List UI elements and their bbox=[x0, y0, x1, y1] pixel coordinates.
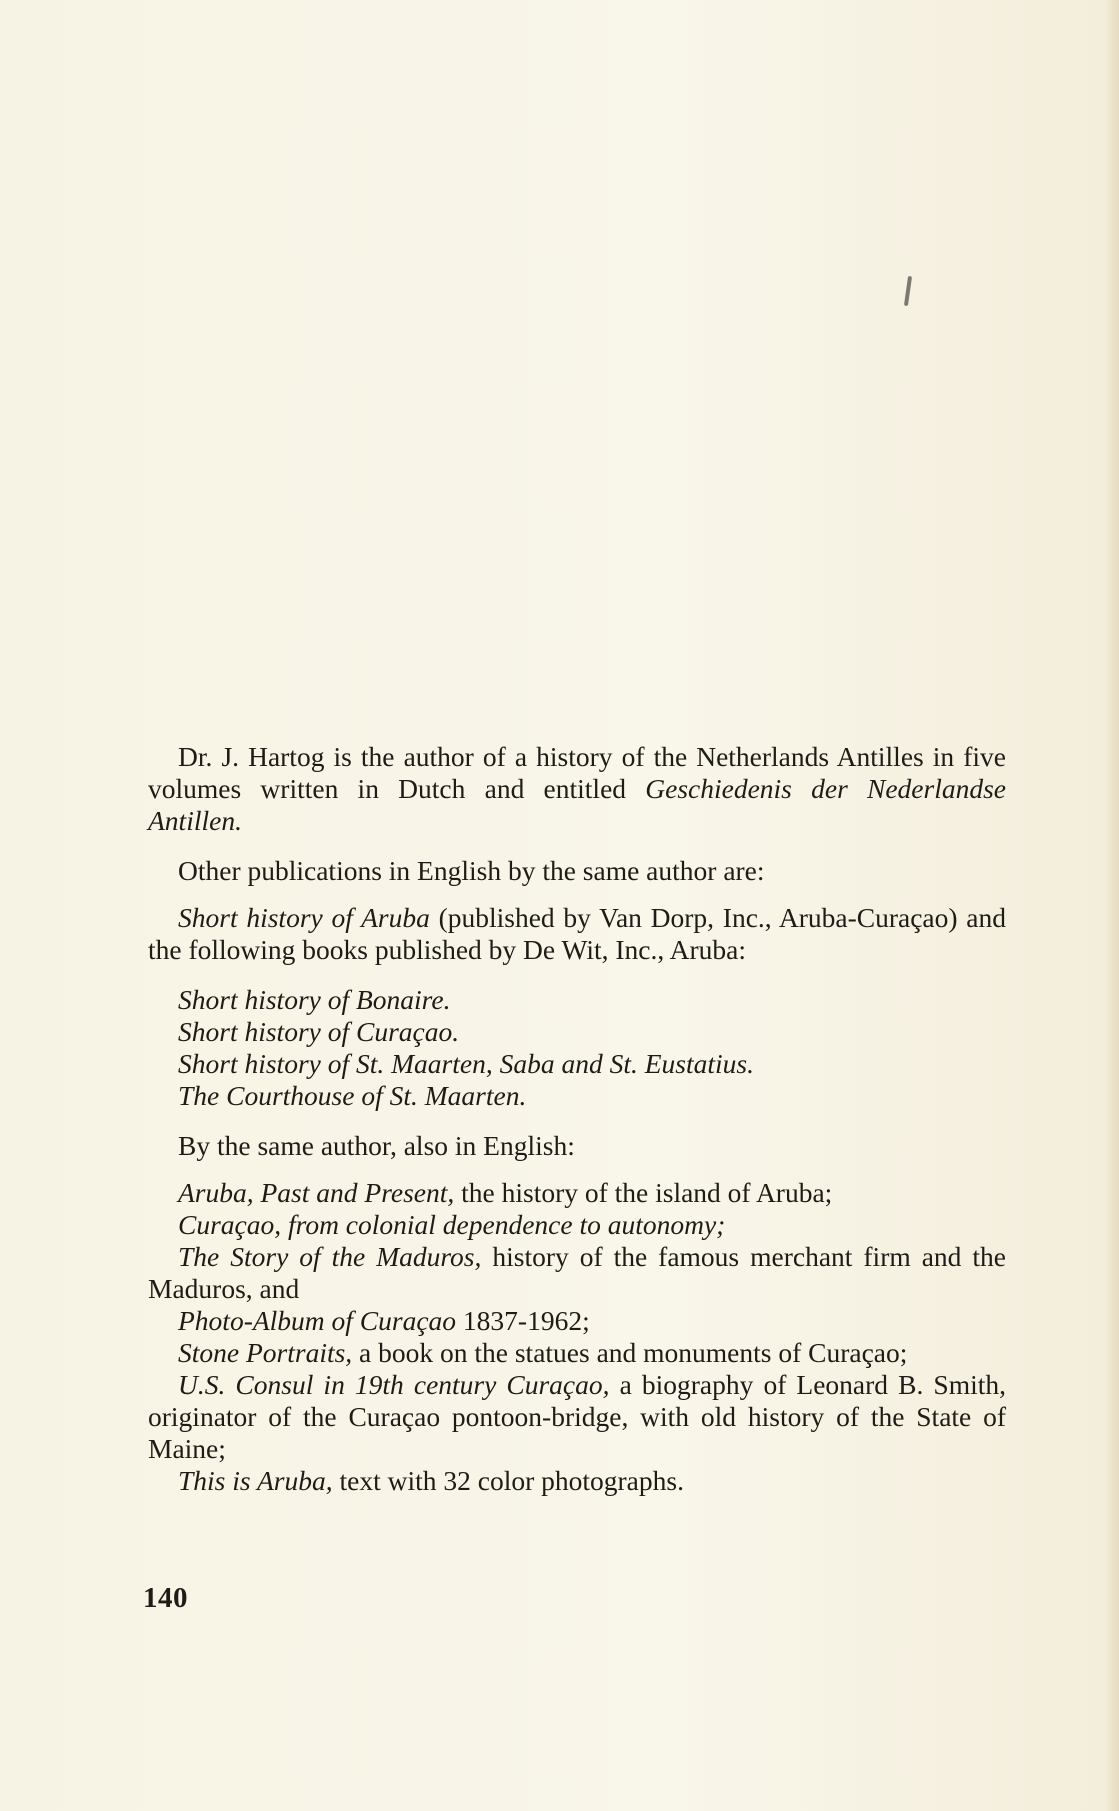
pencil-mark bbox=[904, 276, 912, 306]
list-item: Stone Portraits, a book on the statues and monuments of Curaçao; bbox=[178, 1337, 908, 1368]
list-item: Aruba, Past and Present, the history of the island of Aruba; bbox=[178, 1177, 833, 1208]
intro-english-publications: Other publications in English by the same author are: bbox=[178, 855, 765, 886]
list-item: U.S. Consul in 19th century Curaçao, a biography of Leonard B. Smith, originator of the Curaçao pontoon-bridge, with old history of the State of Maine; bbox=[148, 1369, 1006, 1464]
page-number: 140 bbox=[143, 1582, 188, 1614]
paragraph-text: Dr. J. Hartog is the author of a history of the Netherlands Antilles in five volumes written in Dutch and entitled bbox=[148, 741, 1006, 804]
list-item: This is Aruba, text with 32 color photographs. bbox=[178, 1465, 684, 1496]
book-title: Short history of Aruba bbox=[178, 902, 430, 933]
list-item: Short history of St. Maarten, Saba and St. Eustatius. bbox=[178, 1048, 754, 1079]
dewit-books-list bbox=[148, 984, 1006, 1112]
list-item: Curaçao, from colonial dependence to autonomy; bbox=[178, 1209, 726, 1240]
entry-text: (published by Van Dorp, Inc., Aruba-Curaçao) and the following books published by De Wit, Inc., Aruba: bbox=[148, 902, 1006, 965]
book-title: Geschiedenis der Nederlandse Antillen. bbox=[148, 773, 1007, 836]
page-edge-shadow bbox=[1105, 0, 1119, 1811]
list-item: Photo-Album of Curaçao 1837-1962; bbox=[178, 1305, 590, 1336]
author-note bbox=[148, 741, 1006, 1497]
list-item: The Courthouse of St. Maarten. bbox=[178, 1080, 527, 1111]
intro-also-english: By the same author, also in English: bbox=[178, 1130, 575, 1161]
aruba-history-entry bbox=[148, 902, 1006, 966]
also-books-list bbox=[148, 1177, 1006, 1497]
list-item: Short history of Curaçao. bbox=[178, 1016, 460, 1047]
list-item: The Story of the Maduros, history of the famous merchant firm and the Maduros, and bbox=[148, 1241, 1007, 1304]
paragraph-dutch-history bbox=[148, 741, 1006, 837]
list-item: Short history of Bonaire. bbox=[178, 984, 451, 1015]
